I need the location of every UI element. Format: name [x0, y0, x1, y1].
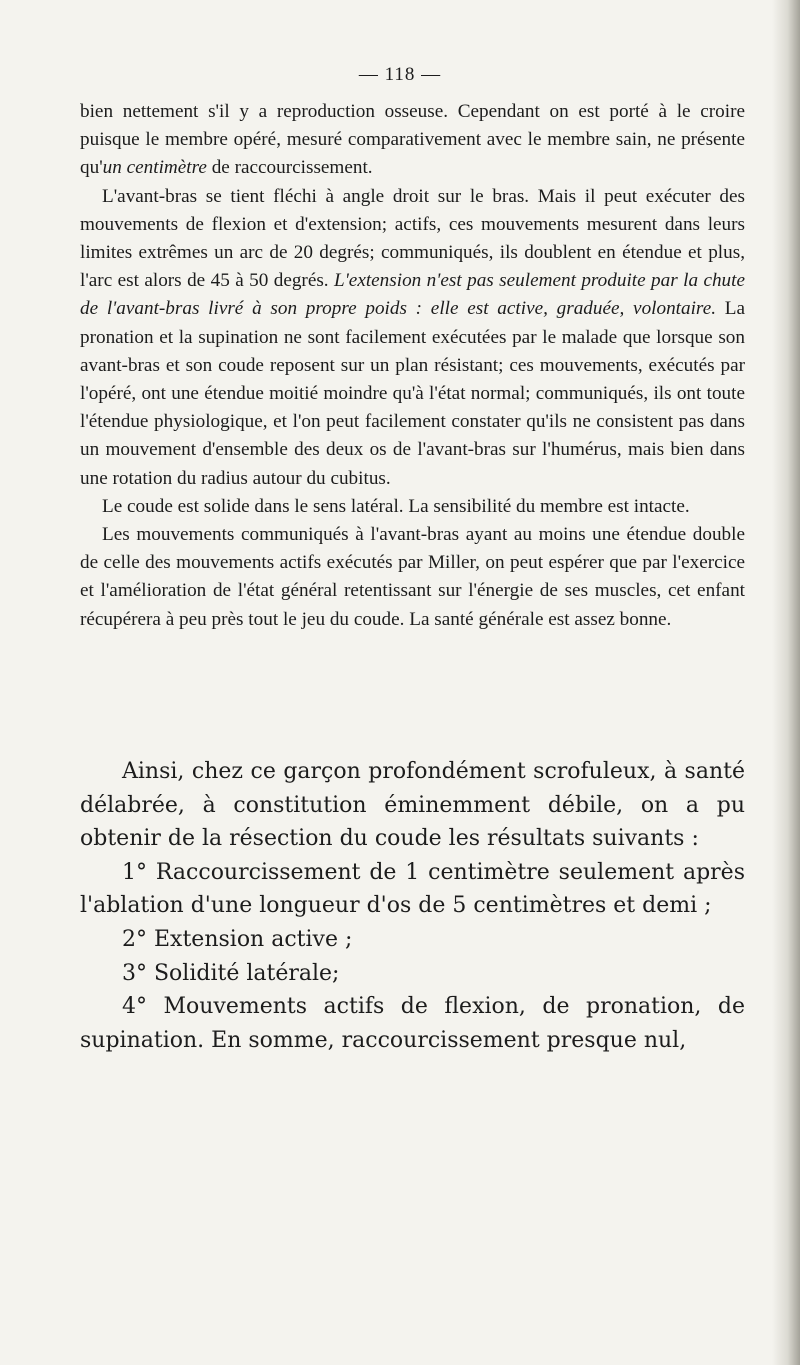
- body-text-small: [80, 98, 745, 634]
- paragraph-1-end: de raccourcissement.: [206, 157, 373, 179]
- paragraph-3: Le coude est solide dans le sens latéral. La sensibilité du membre est intacte.: [102, 495, 690, 517]
- paragraph-2-end: La pronation et la supination ne sont facilement exécutées par le malade que lorsque son avant-bras et son coude reposent sur un plan résistant; ces mouvements, exécutés par l'opéré, ont une étendue moitié moindre qu'à l'état normal; communiqués, ils ont toute l'étendue physiologique, et l'on peut facilement constater qu'ils ne consistent pas dans un mouvement d'ensemble des deux os de l'avant-bras sur l'humérus, mais bien dans une rotation du radius autour du cubitus.: [80, 298, 745, 489]
- paragraph-2: [80, 183, 745, 493]
- paragraph-2-text: L'avant-bras se tient fléchi à angle droit sur le bras. Mais il peut exécuter des mouvements de flexion et d'extension; actifs, ces mouvements mesurent dans leurs limites extrêmes un arc de 20 degrés; communiqués, ils doublent en étendue et plus, l'arc est alors de 45 à 50 degrés.: [80, 185, 745, 292]
- body-text-large: [80, 755, 745, 1057]
- page-number: — 118 —: [358, 64, 442, 85]
- paragraph-4: Les mouvements communiqués à l'avant-bras ayant au moins une étendue double de celle des mouvements actifs exécutés par Miller, on peut espérer que par l'exercice et l'amélioration de l'état général retentissant sur l'énergie de ses muscles, cet enfant récupérera à peu près tout le jeu du coude. La santé générale est assez bonne.: [80, 524, 745, 630]
- conclusion-intro: Ainsi, chez ce garçon profondément scrofuleux, à santé délabrée, à constitution éminemment débile, on a pu obtenir de la résection du coude les résultats suivants :: [80, 759, 745, 852]
- result-item-1: 1° Raccourcissement de 1 centimètre seulement après l'ablation d'une longueur d'os de 5 centimètres et demi ;: [80, 859, 745, 919]
- paragraph-1-text: bien nettement s'il y a reproduction osseuse. Cependant on est porté à le croire puisque le membre opéré, mesuré comparativement avec le membre sain, ne présente qu': [80, 101, 745, 179]
- page-edge-shadow: [772, 0, 800, 1365]
- result-item-2: 2° Extension active ;: [122, 926, 353, 952]
- result-item-4: 4° Mouvements actifs de flexion, de pronation, de supination. En somme, raccourcissement presque nul,: [80, 994, 745, 1053]
- paragraph-1-emphasis: un centimètre: [102, 157, 207, 179]
- result-item-3: 3° Solidité latérale;: [122, 960, 340, 986]
- paragraph-1: [80, 98, 745, 183]
- paragraph-2-emphasis: L'extension n'est pas seulement produite par la chute de l'avant-bras livré à son propre poids : elle est active, graduée, volontaire.: [80, 270, 746, 320]
